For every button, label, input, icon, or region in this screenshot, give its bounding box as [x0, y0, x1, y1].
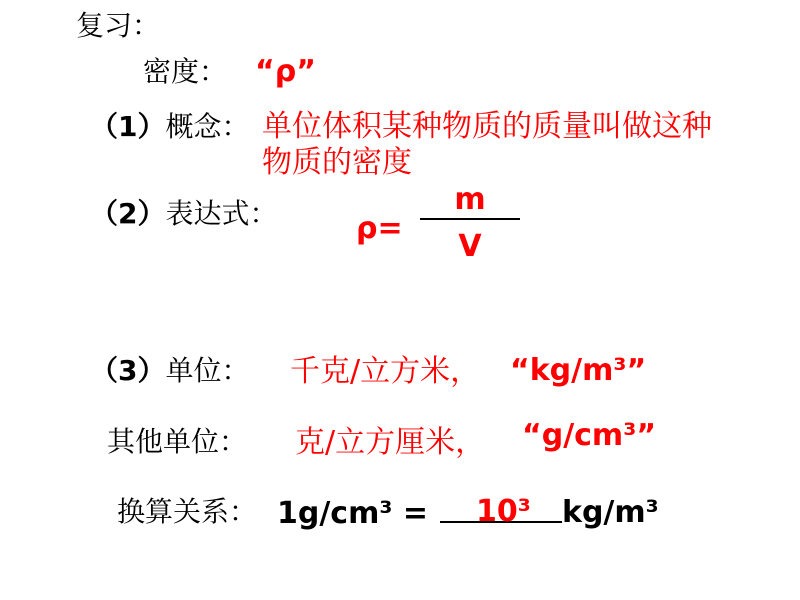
unit-name: 千克/立方米，	[290, 354, 481, 389]
formula-lhs: ρ=	[356, 211, 403, 246]
conversion-answer: 10³	[476, 494, 531, 529]
concept-heading	[90, 110, 250, 143]
unit-label: 单位：	[165, 354, 250, 387]
unit-heading	[90, 354, 250, 387]
formula-index: （2）	[90, 197, 166, 230]
definition-line: 物质的密度	[262, 145, 412, 180]
density-label: 密度：	[143, 55, 228, 88]
definition-line: 单位体积某种物质的质量叫做这种	[262, 109, 712, 144]
formula-label: 表达式：	[165, 197, 278, 230]
density-symbol: “ρ”	[255, 54, 316, 89]
other-units-label: 其他单位：	[107, 425, 248, 458]
conversion-label: 换算关系：	[117, 495, 258, 528]
conversion-unit: kg/m³	[562, 495, 659, 530]
unit-symbol: “kg/m³”	[510, 353, 647, 388]
fraction-bar	[420, 218, 520, 220]
concept-index: （1）	[90, 110, 166, 143]
conversion-lhs: 1g/cm³ =	[277, 496, 429, 531]
fraction-denominator: V	[458, 229, 482, 264]
other-unit-symbol: “g/cm³”	[522, 418, 657, 453]
formula-heading	[90, 197, 278, 230]
fraction-numerator: m	[454, 182, 486, 217]
unit-index: （3）	[90, 354, 166, 387]
concept-label: 概念：	[165, 110, 250, 143]
other-unit-name: 克/立方厘米，	[295, 425, 486, 460]
review-title: 复习：	[76, 9, 161, 42]
